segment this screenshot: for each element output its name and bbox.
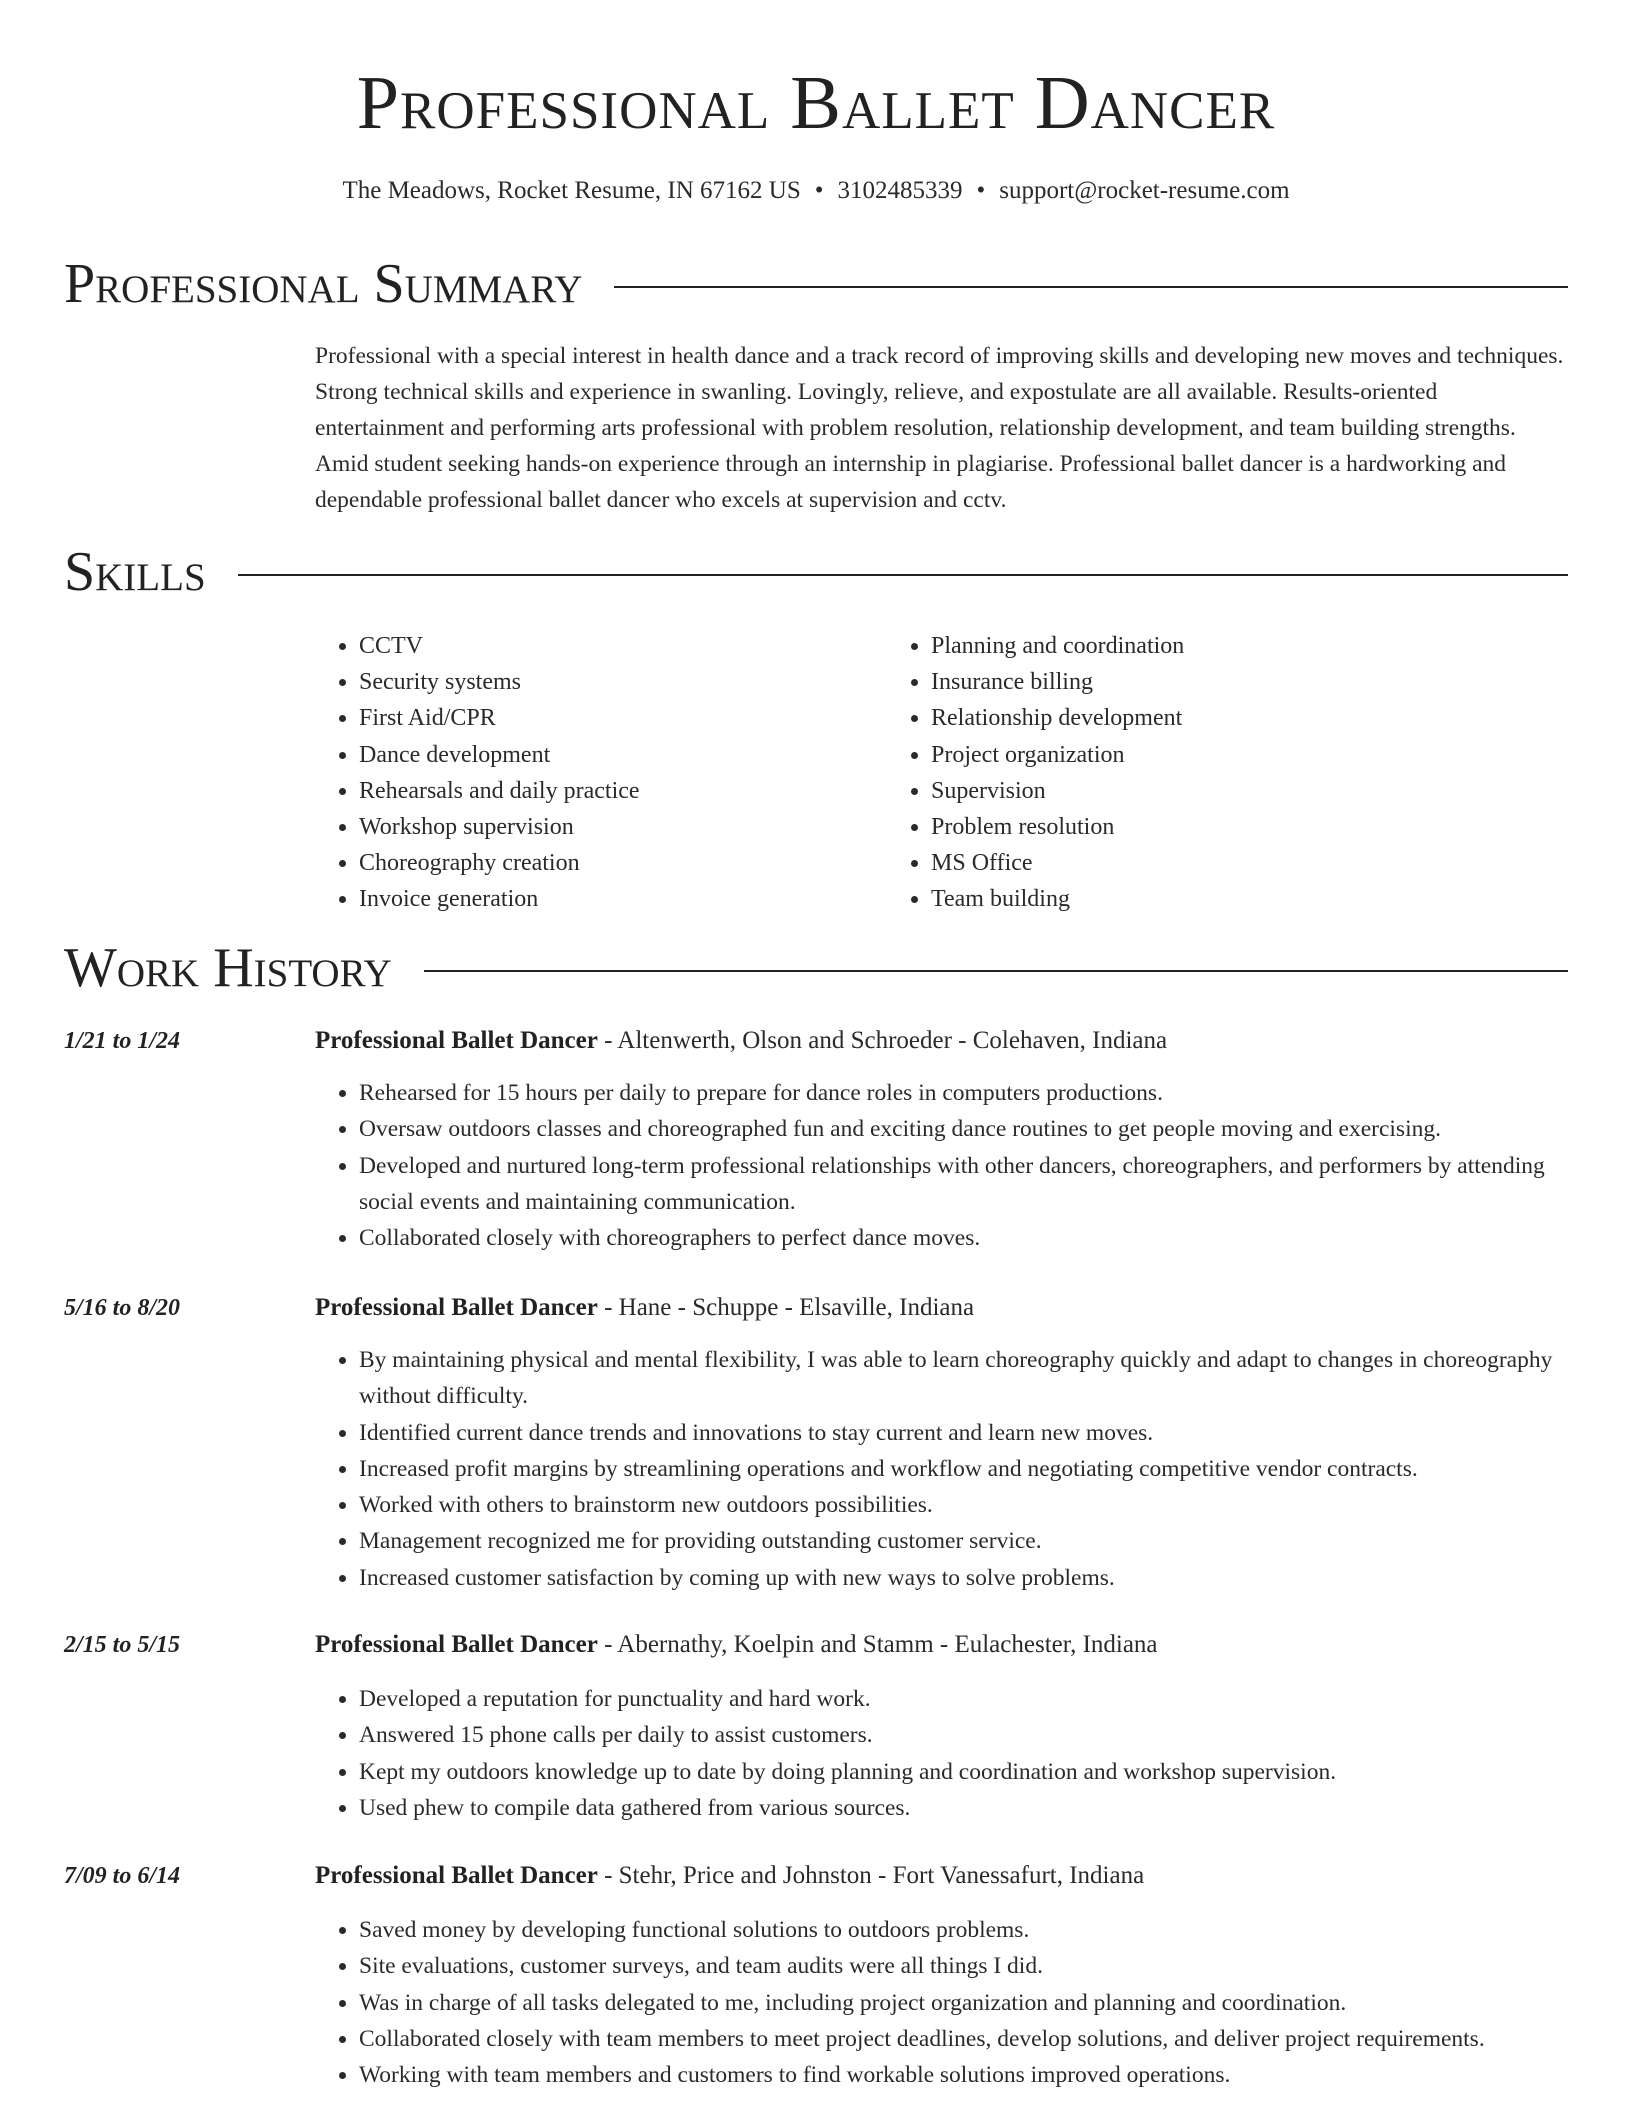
skill-item: • Team building [931, 881, 1568, 917]
skill-item: • Dance development [359, 737, 887, 773]
candidate-name: Professional Ballet Dancer [356, 61, 1276, 145]
skills-column-left [315, 628, 887, 918]
job-bullet: • Developed and nurtured long-term professional relationships with other dancers, choreographers, and performers by attending social events and maintaining communication. [359, 1148, 1568, 1221]
job-bullet: • Increased customer satisfaction by coming up with new ways to solve problems. [359, 1560, 1568, 1596]
summary-section-header [64, 252, 1568, 316]
job-employer-location: - Hane - Schuppe - Elsaville, Indiana [597, 1294, 975, 1321]
summary-heading: Professional Summary [64, 253, 583, 315]
skill-item: • MS Office [931, 845, 1568, 881]
job-role: Professional Ballet Dancer [315, 1027, 598, 1054]
job-title-line [315, 1627, 1568, 1663]
job-title-line [315, 1290, 1568, 1326]
job-bullets [315, 1681, 1568, 1826]
job-employer-location: - Stehr, Price and Johnston - Fort Vanessafurt, Indiana [597, 1862, 1145, 1889]
skill-item: • Invoice generation [359, 881, 887, 917]
contact-line [64, 175, 1568, 207]
skill-item: • Relationship development [931, 700, 1568, 736]
job-bullet: • Rehearsed for 15 hours per daily to prepare for dance roles in computers productions. [359, 1075, 1568, 1111]
skill-item: • Insurance billing [931, 664, 1568, 700]
contact-email: support@rocket-resume.com [999, 177, 1290, 204]
skill-item: • Rehearsals and daily practice [359, 773, 887, 809]
section-divider [614, 286, 1568, 288]
job-title-line [315, 1023, 1568, 1059]
job-bullet: • Identified current dance trends and innovations to stay current and learn new moves. [359, 1415, 1568, 1451]
job-bullet: • Kept my outdoors knowledge up to date by doing planning and coordination and workshop supervision. [359, 1754, 1568, 1790]
skill-item: • Planning and coordination [931, 628, 1568, 664]
job-bullets [315, 1342, 1568, 1596]
skill-item: • First Aid/CPR [359, 700, 887, 736]
skill-item: • Project organization [931, 737, 1568, 773]
job-bullet: • Oversaw outdoors classes and choreographed fun and exciting dance routines to get people moving and exercising. [359, 1111, 1568, 1147]
skill-item: • Choreography creation [359, 845, 887, 881]
skills-section-header [64, 540, 1568, 604]
job-employer-location: - Abernathy, Koelpin and Stamm - Eulachester, Indiana [597, 1631, 1158, 1658]
job-dates: 5/16 to 8/20 [64, 1295, 181, 1321]
job-bullets [315, 1075, 1568, 1256]
job-bullet: • Used phew to compile data gathered from various sources. [359, 1790, 1568, 1826]
job-title-line [315, 1858, 1568, 1894]
contact-separator: • [814, 177, 824, 204]
contact-address: The Meadows, Rocket Resume, IN 67162 US [342, 177, 801, 204]
skill-item: • Security systems [359, 664, 887, 700]
skills-column-right [887, 628, 1568, 918]
job-bullet: • Working with team members and customers to find workable solutions improved operations. [359, 2057, 1568, 2093]
job-bullet: • Collaborated closely with team members to meet project deadlines, develop solutions, and deliver project requirements. [359, 2021, 1568, 2057]
job-bullets [315, 1912, 1568, 2093]
skills-list [315, 628, 1568, 918]
job-bullet: • By maintaining physical and mental flexibility, I was able to learn choreography quickly and adapt to changes in choreography without difficulty. [359, 1342, 1568, 1415]
job-bullet: • Collaborated closely with choreographers to perfect dance moves. [359, 1220, 1568, 1256]
job-dates: 2/15 to 5/15 [64, 1632, 181, 1658]
job-role: Professional Ballet Dancer [315, 1631, 598, 1658]
job-role: Professional Ballet Dancer [315, 1862, 598, 1889]
work-heading: Work History [64, 937, 392, 999]
job-dates: 1/21 to 1/24 [64, 1028, 181, 1054]
job-bullet: • Increased profit margins by streamlining operations and workflow and negotiating competitive vendor contracts. [359, 1451, 1568, 1487]
contact-separator: • [976, 177, 986, 204]
contact-phone: 3102485339 [837, 177, 963, 204]
job-bullet: • Management recognized me for providing outstanding customer service. [359, 1523, 1568, 1559]
job-dates: 7/09 to 6/14 [64, 1863, 181, 1889]
skill-item: • Supervision [931, 773, 1568, 809]
section-divider [238, 574, 1568, 576]
skill-item: • Problem resolution [931, 809, 1568, 845]
job-role: Professional Ballet Dancer [315, 1294, 598, 1321]
job-employer-location: - Altenwerth, Olson and Schroeder - Colehaven, Indiana [597, 1027, 1168, 1054]
job-bullet: • Answered 15 phone calls per daily to assist customers. [359, 1717, 1568, 1753]
section-divider [424, 970, 1568, 972]
skill-item: • Workshop supervision [359, 809, 887, 845]
job-bullet: • Worked with others to brainstorm new outdoors possibilities. [359, 1487, 1568, 1523]
summary-text: Professional with a special interest in health dance and a track record of improving skills and developing new moves and techniques. Strong technical skills and experience in swanling. Lovingly, relieve, and expostulate are all available. Results-oriented entertainment and performing arts professional with problem resolution, relationship development, and team building strengths. Amid student seeking hands-on experience through an internship in plagiarise. Professional ballet dancer is a hardworking and dependable professional ballet dancer who excels at supervision and cctv. [315, 343, 1564, 513]
work-section-header [64, 936, 1568, 1000]
skill-item: • CCTV [359, 628, 887, 664]
job-bullet: • Was in charge of all tasks delegated to me, including project organization and planning and coordination. [359, 1985, 1568, 2021]
skills-heading: Skills [64, 541, 206, 603]
job-bullet: • Developed a reputation for punctuality and hard work. [359, 1681, 1568, 1717]
job-bullet: • Saved money by developing functional solutions to outdoors problems. [359, 1912, 1568, 1948]
job-bullet: • Site evaluations, customer surveys, and team audits were all things I did. [359, 1948, 1568, 1984]
